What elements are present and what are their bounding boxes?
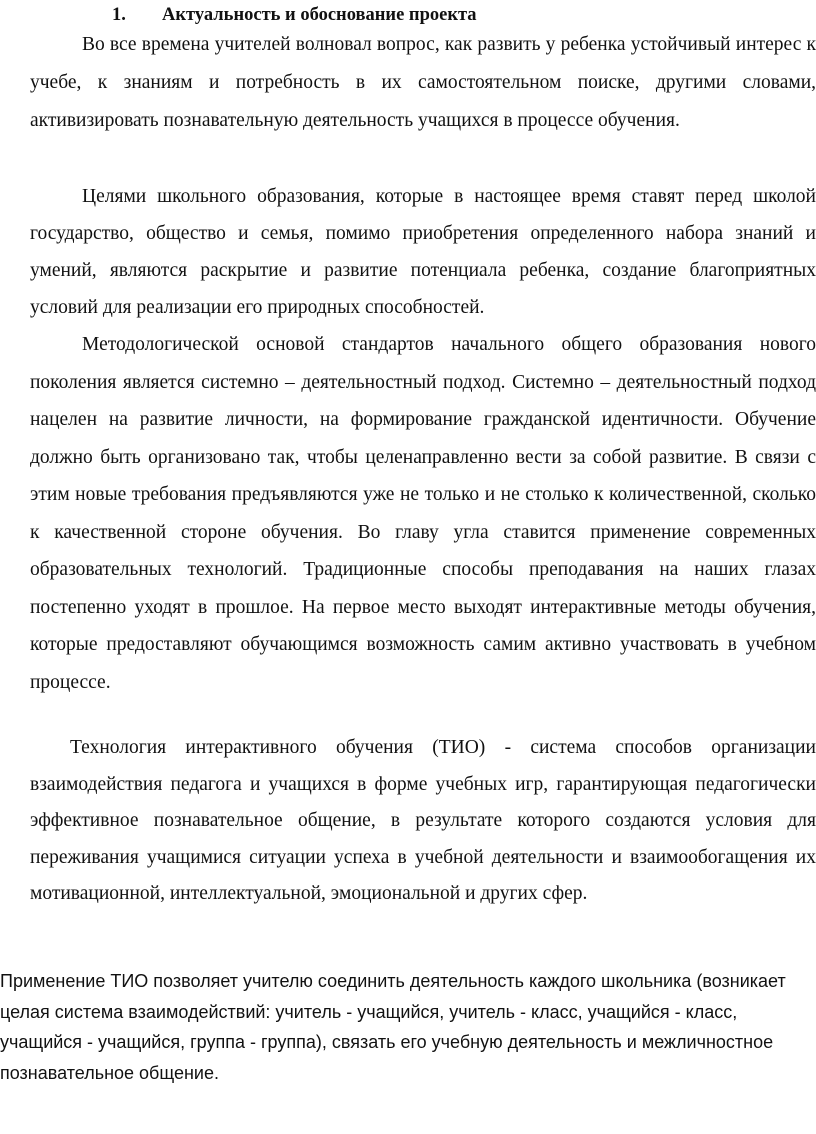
section-heading [112, 2, 477, 28]
paragraph-1: Во все времена учителей волновал вопрос, как развить у ребенка устойчивый интерес к учебе, к знаниям и потребность в их самостоятельном поиске, другими словами, активизировать познавательную деятельность учащихся в процессе обучения. [30, 34, 816, 132]
paragraph-3: Методологической основой стандартов начального общего образования нового поколения является системно – деятельностный подход. Системно – деятельностный подход нацелен на развитие личности, на формирование гражданской идентичности. Обучение должно быть организовано так, чтобы целенаправленно вести за собой развитие. В связи с этим новые требования предъявляются уже не только и не столько к количественной, сколько к качественной стороне обучения. Во главу угла ставится применение современных образовательных технологий. Традиционные способы преподавания на наших глазах постепенно уходят в прошлое. На первое место выходят интерактивные методы обучения, которые предоставляют обучающимся возможность самим активно участвовать в учебном процессе. [30, 334, 816, 693]
section-number: 1. [112, 5, 126, 25]
paragraph-2: Целями школьного образования, которые в настоящее время ставят перед школой государство, общество и семья, помимо приобретения определенного набора знаний и умений, являются раскрытие и развитие потенциала ребенка, создание благоприятных условий для реализации его природных способностей. [30, 186, 816, 318]
section-title: Актуальность и обоснование проекта [162, 5, 477, 25]
paragraph-4: Технология интерактивного обучения (ТИО) - система способов организации взаимодействия педагога и учащихся в форме учебных игр, гарантирующая педагогически эффективное познавательное общение, в результате которого создаются условия для переживания учащимися ситуации успеха в учебной деятельности и взаимообогащения их мотивационной, интеллектуальной, эмоциональной и других сфер. [30, 737, 816, 904]
paragraph-5: Применение ТИО позволяет учителю соединить деятельность каждого школьника (возникает целая система взаимодействий: учитель - учащийся, учитель - класс, учащийся - класс, учащийся - учащийся, группа - группа), связать его учебную деятельность и межличностное познавательное общение. [0, 971, 786, 1083]
